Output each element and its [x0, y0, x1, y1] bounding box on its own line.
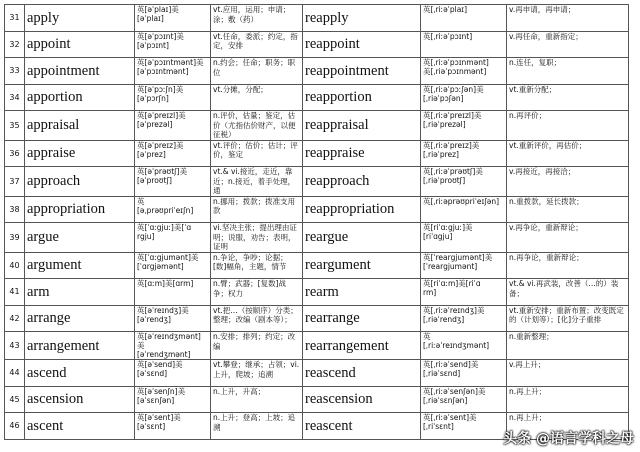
word-cell: appointment	[25, 58, 135, 85]
meaning-cell: n.评价，估量；鉴定，估价（尤指估价财产，以便征税）	[211, 111, 303, 141]
table-row	[5, 332, 629, 360]
re-meaning-cell: n.连任，复职；	[507, 58, 629, 85]
table-row	[5, 223, 629, 253]
table-row	[5, 196, 629, 223]
re-meaning-cell: vt.重新分配；	[507, 84, 629, 111]
meaning-cell: vi.坚决主张；提出理由证明；说服，劝告；表明，证明	[211, 223, 303, 253]
table-row	[5, 140, 629, 167]
meaning-cell: n.安排；排列；约定；改编	[211, 332, 303, 360]
row-number: 32	[5, 31, 25, 58]
phonetic-cell: 英[əˈpɔɪnt]美 [əˈpɔɪnt]	[135, 31, 211, 58]
re-word-cell: rearm	[303, 279, 421, 306]
row-number: 41	[5, 279, 25, 306]
word-cell: arrangement	[25, 332, 135, 360]
re-meaning-cell: v.再申请，再申请；	[507, 5, 629, 32]
meaning-cell: vt.攀登；继承；占领；vi.上升，爬坡；追溯	[211, 360, 303, 387]
word-cell: appraise	[25, 140, 135, 167]
phonetic-cell: 英[əˈprəʊtʃ]美 [əˈproʊtʃ]	[135, 167, 211, 197]
re-meaning-cell: v.再争论，重新辩论；	[507, 223, 629, 253]
re-word-cell: reascent	[303, 413, 421, 440]
row-number: 33	[5, 58, 25, 85]
meaning-cell: vt.分摊，分配；	[211, 84, 303, 111]
re-meaning-cell: n.再争论，重新辩论；	[507, 252, 629, 279]
meaning-cell: vt.应用，运用；申请；涂；敷（药）	[211, 5, 303, 32]
re-meaning-cell: v.再任命，重新指定；	[507, 31, 629, 58]
re-meaning-cell: n.重新整理；	[507, 332, 629, 360]
row-number: 37	[5, 167, 25, 197]
table-row	[5, 386, 629, 413]
re-phonetic-cell: 英[riˈɑːgjuː]美 [riˈɑgju]	[421, 223, 507, 253]
row-number: 34	[5, 84, 25, 111]
meaning-cell: vt.& vi.接近，走近，靠近；n.接近，着手处理，通	[211, 167, 303, 197]
meaning-cell: vt.把…（按顺序）分类；整理；改编（剧本等）；	[211, 305, 303, 332]
row-number: 40	[5, 252, 25, 279]
row-number: 39	[5, 223, 25, 253]
row-number: 36	[5, 140, 25, 167]
row-number: 35	[5, 111, 25, 141]
re-meaning-cell: vt.重新评价，再估价；	[507, 140, 629, 167]
re-meaning-cell: v.再接近，再接洽；	[507, 167, 629, 197]
re-word-cell: reappoint	[303, 31, 421, 58]
re-word-cell: reascend	[303, 360, 421, 387]
table-row	[5, 5, 629, 32]
word-cell: approach	[25, 167, 135, 197]
row-number: 38	[5, 196, 25, 223]
re-word-cell: reapportion	[303, 84, 421, 111]
meaning-cell: vt.评价；估价；估计；评价，鉴定	[211, 140, 303, 167]
re-phonetic-cell: 英[ˌriːəˈprəʊtʃ]美 [ˌriəˈproʊtʃ]	[421, 167, 507, 197]
phonetic-cell: 英[əˈsent]美 [əˈsɛnt]	[135, 413, 211, 440]
word-cell: apportion	[25, 84, 135, 111]
word-cell: ascent	[25, 413, 135, 440]
re-phonetic-cell: 英[ˌriːəˈsend]美 [ˌriəˈsɛnd]	[421, 360, 507, 387]
re-meaning-cell: n.重拨款，延长拨款；	[507, 196, 629, 223]
word-cell: appoint	[25, 31, 135, 58]
re-phonetic-cell: 英[ˌriːəˈsent]美 [ˌriˈsɛnt]	[421, 413, 507, 440]
word-cell: argument	[25, 252, 135, 279]
table-row	[5, 111, 629, 141]
meaning-cell: n.挪用；拨款；拨准支用款	[211, 196, 303, 223]
row-number: 44	[5, 360, 25, 387]
re-word-cell: reapply	[303, 5, 421, 32]
re-meaning-cell: n.再上升；	[507, 386, 629, 413]
phonetic-cell: 英[əˈpɔːʃn]美 [əˈpɔrʃn]	[135, 84, 211, 111]
re-word-cell: reappraise	[303, 140, 421, 167]
phonetic-cell: 英[əˈpreɪz]美 [əˈprez]	[135, 140, 211, 167]
word-cell: ascend	[25, 360, 135, 387]
table-row	[5, 252, 629, 279]
re-meaning-cell: vt.& vi.再武装，改善（…的）装备；	[507, 279, 629, 306]
phonetic-cell: 英[əˈplaɪ]美 [əˈplaɪ]	[135, 5, 211, 32]
re-phonetic-cell: 英[ˌriːəˈpɔɪnmənt] 美[ˌriəˈpɔɪnmənt]	[421, 58, 507, 85]
phonetic-cell: 英[əˈsend]美 [əˈsɛnd]	[135, 360, 211, 387]
table-row	[5, 58, 629, 85]
meaning-cell: n.争论，争吵；论据；[数]幅角，主题，情节	[211, 252, 303, 279]
re-word-cell: reascension	[303, 386, 421, 413]
phonetic-cell: 英[ˈɑːgjumənt]美 [ˈɑrgjəmənt]	[135, 252, 211, 279]
re-phonetic-cell: 英[ˌriːəˈpreɪz]美 [ˌriəˈprez]	[421, 140, 507, 167]
re-phonetic-cell: 英[ˌriːəˈplaɪ]	[421, 5, 507, 32]
re-phonetic-cell: 英[ˌriːəˈsenʃən]美 [ˌriəˈsɛnʃən]	[421, 386, 507, 413]
word-cell: apply	[25, 5, 135, 32]
phonetic-cell: 英[əˈpreɪzl]美 [əˈprezəl]	[135, 111, 211, 141]
table-row	[5, 31, 629, 58]
re-meaning-cell: vt.重新安排；重新布置；改变既定的（计划等）；[化]分子重排	[507, 305, 629, 332]
word-cell: appraisal	[25, 111, 135, 141]
phonetic-cell: 英[əˈreɪndʒmənt]美 [əˈrendʒmənt]	[135, 332, 211, 360]
table-row	[5, 360, 629, 387]
table-row	[5, 305, 629, 332]
vocabulary-table	[4, 4, 629, 440]
phonetic-cell: 英[ɑːm]美[ɑrm]	[135, 279, 211, 306]
re-phonetic-cell: 英[riˈɑːm]美[riˈɑ rm]	[421, 279, 507, 306]
meaning-cell: n.上升，升高；	[211, 386, 303, 413]
meaning-cell: vt.任命，委派；约定，指定，安排	[211, 31, 303, 58]
re-phonetic-cell: 英 [ˌriːəˈreɪndʒmənt]	[421, 332, 507, 360]
word-cell: arm	[25, 279, 135, 306]
re-phonetic-cell: 英[ˌriːəˈreɪndʒ]美 [ˌriəˈrendʒ]	[421, 305, 507, 332]
watermark-text: 头条 @语言学科之母	[503, 431, 634, 447]
re-word-cell: rearrange	[303, 305, 421, 332]
row-number: 45	[5, 386, 25, 413]
re-word-cell: reapproach	[303, 167, 421, 197]
word-cell: appropriation	[25, 196, 135, 223]
re-phonetic-cell: 英[ˌriːəˈpreɪzl]美 [ˌriəˈprezəl]	[421, 111, 507, 141]
re-word-cell: reappraisal	[303, 111, 421, 141]
re-phonetic-cell: 英[ˌriːəˈpɔːʃən]美 [ˌriəˈpɔʃən]	[421, 84, 507, 111]
re-phonetic-cell: 英[ˌriːəˈpɔɪnt]	[421, 31, 507, 58]
table-row	[5, 279, 629, 306]
phonetic-cell: 英[əˈreɪndʒ]美 [əˈrendʒ]	[135, 305, 211, 332]
row-number: 46	[5, 413, 25, 440]
re-word-cell: rearrangement	[303, 332, 421, 360]
meaning-cell: n.约会；任命；职务；职位	[211, 58, 303, 85]
re-word-cell: reappointment	[303, 58, 421, 85]
table-body	[5, 5, 629, 440]
table-row	[5, 84, 629, 111]
re-meaning-cell: n.再评价；	[507, 111, 629, 141]
re-phonetic-cell: 英[ˌriːəprəʊpriˈeɪʃən]	[421, 196, 507, 223]
row-number: 43	[5, 332, 25, 360]
re-word-cell: reargument	[303, 252, 421, 279]
re-meaning-cell: n.再上升；	[507, 413, 629, 440]
row-number: 42	[5, 305, 25, 332]
re-phonetic-cell: 英[ˈreargjumənt]美 [ˈreargjumənt]	[421, 252, 507, 279]
phonetic-cell: 英[əˈpɔɪntmənt]美 [əˈpɔɪntmənt]	[135, 58, 211, 85]
word-cell: ascension	[25, 386, 135, 413]
phonetic-cell: 英 [əˌprəʊpriˈeɪʃn]	[135, 196, 211, 223]
re-meaning-cell: v.再上升；	[507, 360, 629, 387]
re-word-cell: reargue	[303, 223, 421, 253]
phonetic-cell: 英[əˈsenʃn]美 [əˈsɛnʃən]	[135, 386, 211, 413]
phonetic-cell: 英[ˈɑːgjuː]美[ˈɑ rgju]	[135, 223, 211, 253]
word-cell: argue	[25, 223, 135, 253]
table-row	[5, 167, 629, 197]
meaning-cell: n.臂；武器；[复数]战争；权力	[211, 279, 303, 306]
re-word-cell: reappropriation	[303, 196, 421, 223]
meaning-cell: n.上升；登高；上坡；追溯	[211, 413, 303, 440]
row-number: 31	[5, 5, 25, 32]
word-cell: arrange	[25, 305, 135, 332]
